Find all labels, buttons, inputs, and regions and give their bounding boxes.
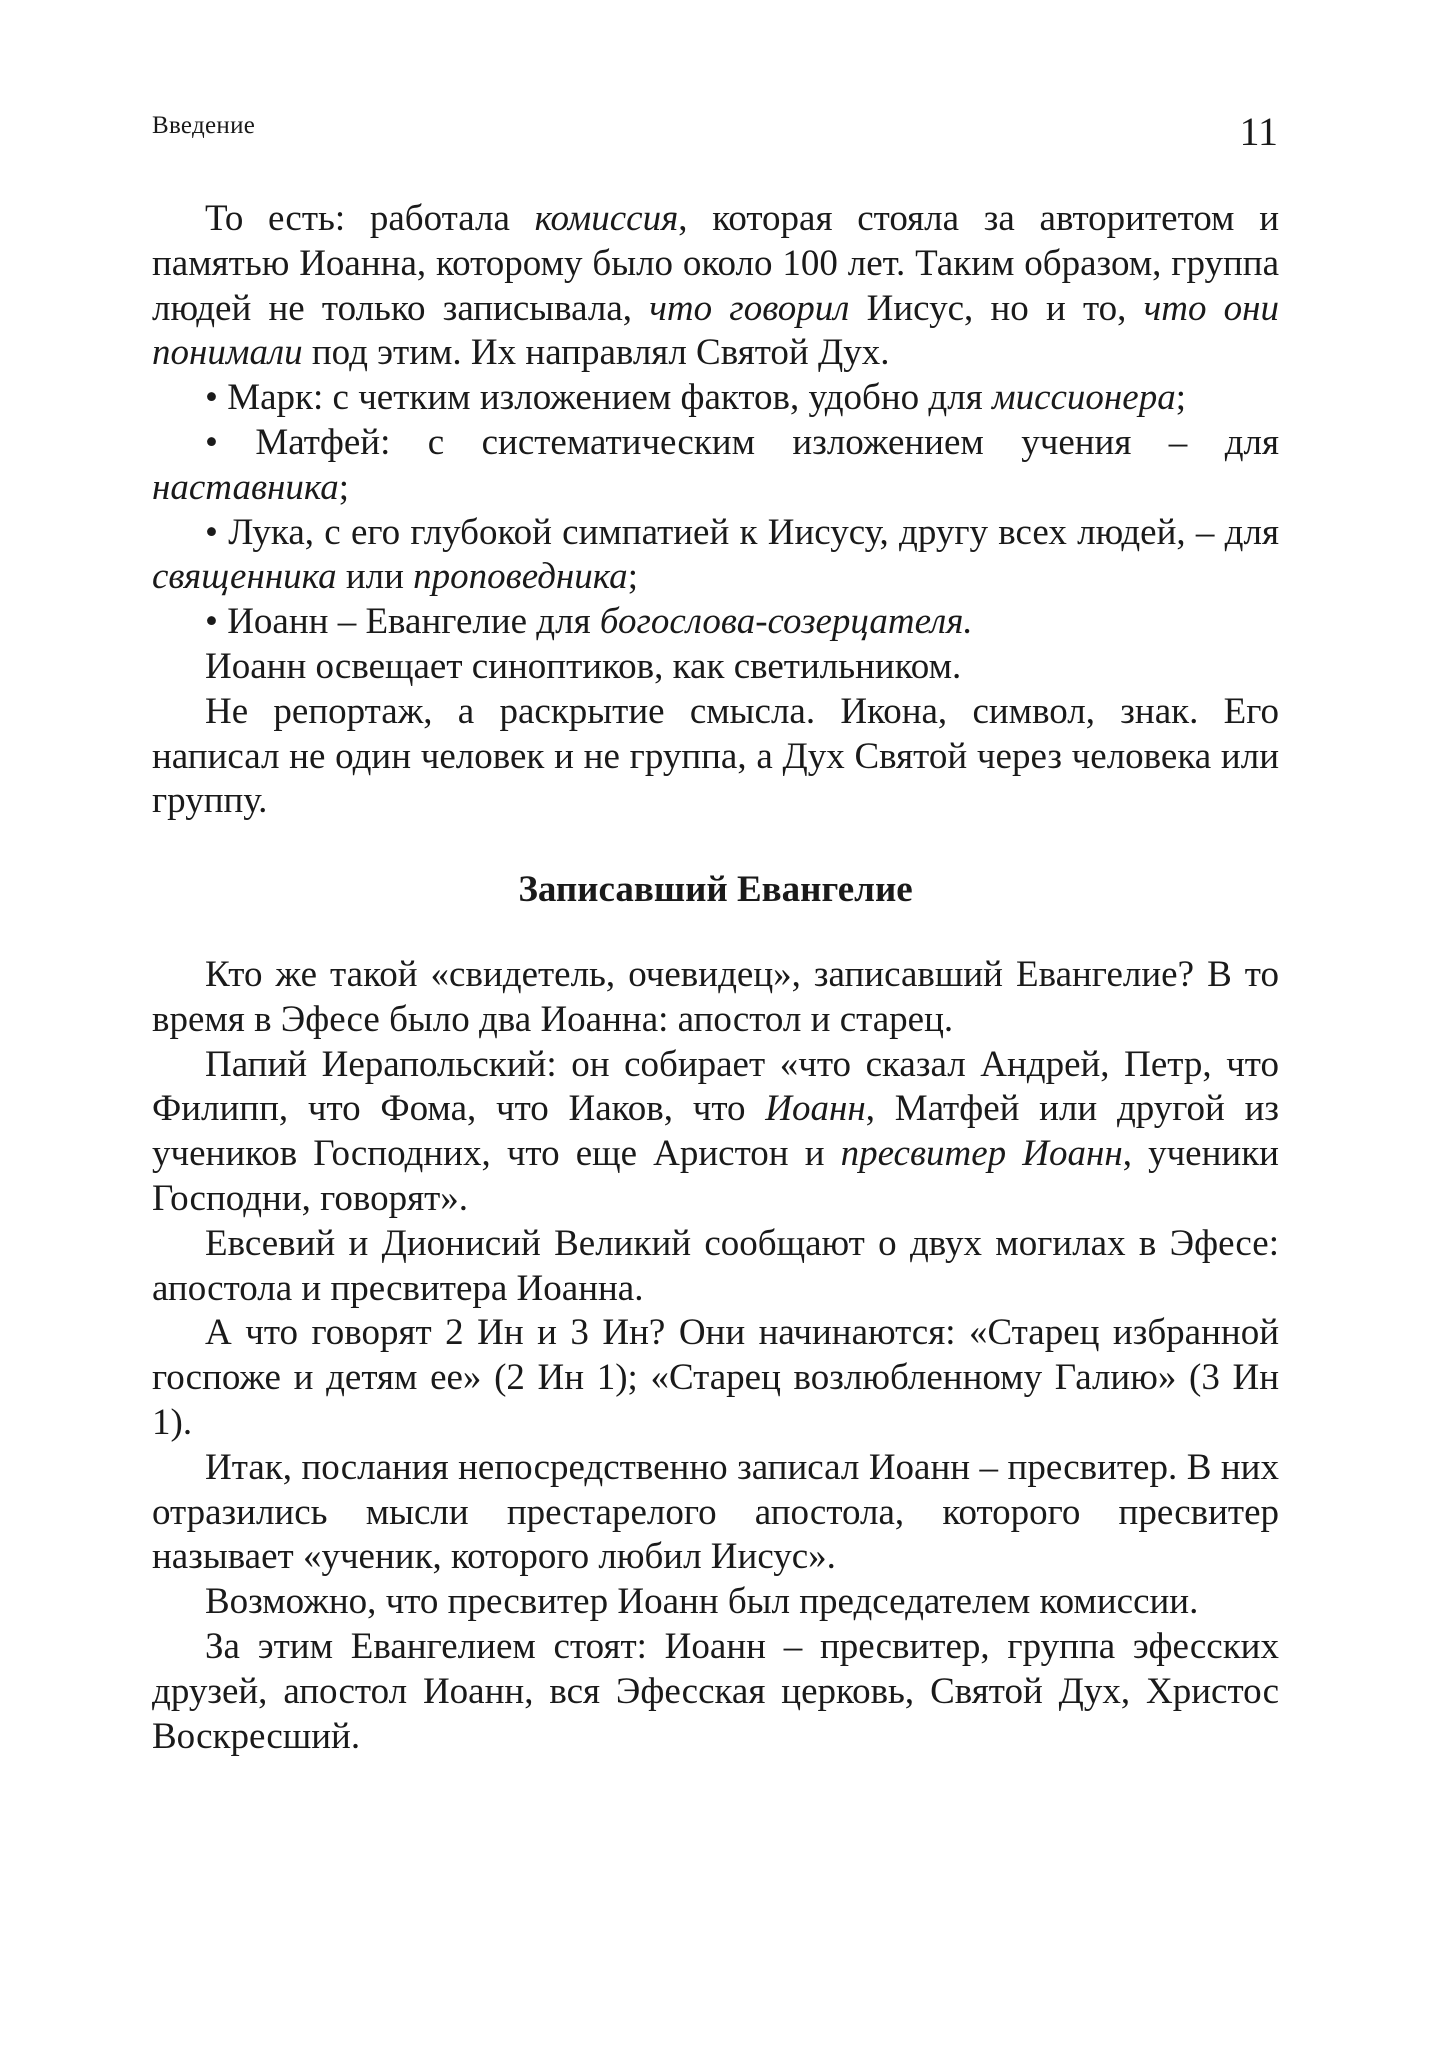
page-number: 11 [1239,109,1278,154]
text-run: , ученики Господни, говорят». [152,1133,1279,1219]
bullet-mark [152,376,1279,421]
emphasis: наставника [152,466,339,508]
emphasis: Иоанн [765,1088,866,1130]
emphasis: комиссия [534,198,679,239]
paragraph-commission [152,197,1279,376]
text-run: • Лука, с его глубокой симпатией к Иисусу, другу всех людей, – для [205,511,1279,553]
text-run: То есть: работала [205,198,535,239]
text-run: Папий Иерапольский: он собирает «что сказал Андрей, Петр, что Филипп, что Фома, что Иаков, что [152,1043,1279,1130]
paragraph-light: Иоанн освещает синоптиков, как светильником. [205,645,962,687]
paragraph-eusebius: Евсевий и Дионисий Великий сообщают о двух могилах в Эфесе: апостола и пресвитера Иоанна. [152,1222,1279,1309]
emphasis: богослова-созерцателя. [599,601,973,643]
paragraph-witness: Кто же такой «свидетель, очевидец», записавший Евангелие? В то время в Эфесе было два Иоанна: апостол и старец. [152,953,1279,1040]
section-heading: Записавший Евангелие [518,869,913,911]
emphasis: пресвитер Иоанн [840,1133,1123,1175]
text-run: под этим. Их направлял Святой Дух. [302,332,890,374]
emphasis: священника [152,556,337,598]
running-head: Введение [152,112,256,139]
paragraph-conclusion: За этим Евангелием стоят: Иоанн – пресвитер, группа эфесских друзей, апостол Иоанн, вся Эфесская церковь, Святой Дух, Христос Воскресший. [152,1625,1279,1757]
paragraph-chairman: Возможно, что пресвитер Иоанн был председателем комиссии. [205,1581,1199,1623]
emphasis: миссионера [991,377,1176,419]
page-body [152,197,1279,1759]
bullet-luke [152,511,1279,601]
text-run: ; [338,466,350,508]
text-run: • Иоанн – Евангелие для [205,601,600,643]
text-run: ; [1175,377,1186,419]
bullet-matthew [152,421,1279,511]
paragraph-epistles: А что говорят 2 Ин и 3 Ин? Они начинаются: «Старец избранной госпоже и детям ее» (2 Ин 1); «Старец возлюбленному Галию» (3 Ин 1). [152,1312,1279,1443]
emphasis: что говорил [649,287,850,329]
text-run: Иисус, но и то, [849,287,1144,329]
emphasis: проповедника [413,556,628,598]
emphasis: что они понимали [152,287,1279,374]
text-run: , которая стояла за авторитетом и памятью Иоанна, которому было около 100 лет. Таким образом, группа людей не только записывала, [152,198,1279,329]
text-run: , Матфей или другой из учеников Господних, что еще Аристон и [152,1088,1280,1175]
paragraph-presbyter: Итак, послания непосредственно записал Иоанн – пресвитер. В них отразились мысли престарелого апостола, которого пресвитер называет «ученик, которого любил Иисус». [152,1446,1279,1578]
text-run: или [336,556,414,598]
paragraph-icon: Не репортаж, а раскрытие смысла. Икона, символ, знак. Его написал не один человек и не группа, а Дух Святой через человека или группу. [152,690,1279,822]
paragraph-papias [152,1043,1279,1222]
text-run: • Матфей: с систематическим изложением учения – для [205,421,1279,463]
text-run: ; [627,556,638,598]
text-run: • Марк: с четким изложением фактов, удобно для [205,377,992,419]
bullet-john [152,600,1279,645]
